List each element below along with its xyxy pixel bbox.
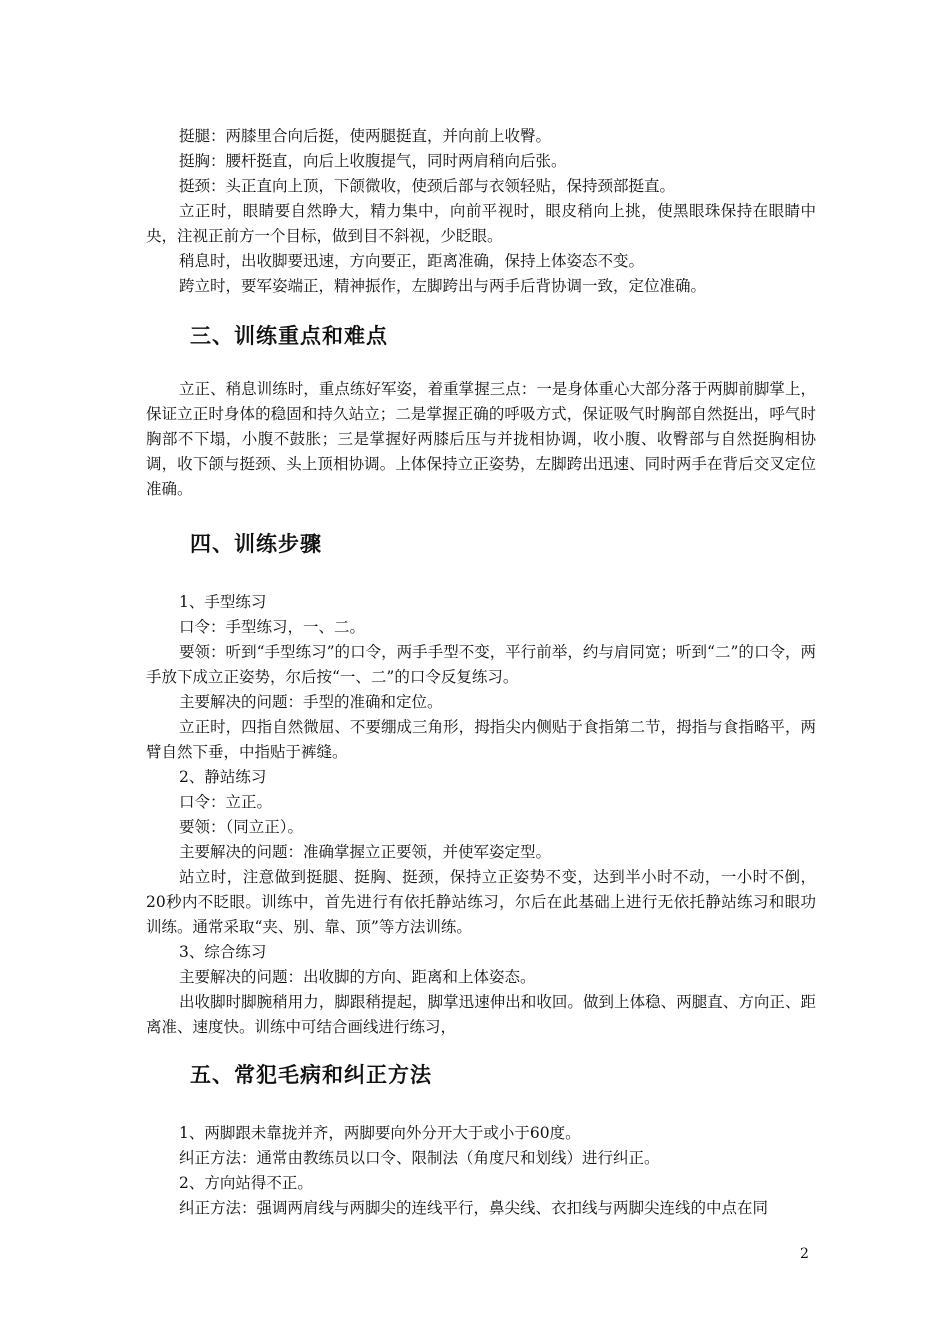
paragraph-command-hand: 口令：手型练习，一、二。 [179,618,366,636]
paragraph-chest: 挺胸：腰杆挺直，向后上收腹提气，同时两肩稍向后张。 [179,152,567,170]
paragraph-essentials-static: 要领：（同立正）。 [179,818,304,836]
paragraph-neck: 挺颈：头正直向上顶，下颌微收，使颈后部与衣领轻贴，保持颈部挺直。 [179,177,676,195]
paragraph-problem-static: 主要解决的问题：准确掌握立正要领，并使军姿定型。 [179,843,552,861]
paragraph-problem-hand: 主要解决的问题：手型的准确和定位。 [179,693,443,711]
step-title-hand-shape: 1、手型练习 [179,593,267,611]
paragraph-parade-rest: 跨立时，要军姿端正，精神振作，左脚跨出与两手后背协调一致，定位准确。 [179,277,707,295]
paragraph-problem-comprehensive: 主要解决的问题：出收脚的方向、距离和上体姿态。 [179,968,536,986]
paragraph-key-points: 立正、稍息训练时，重点练好军姿，着重掌握三点：一是身体重心大部分落于两脚前脚掌上，保证立正时身体的稳固和持久站立；二是掌握正确的呼吸方式，保证吸气时胸部自然挺出，呼气时胸部不下塌，小腹不鼓胀；三是掌握好两膝后压与并拢相协调，收小腹、收臀部与自然挺胸相协调，收下颌与挺颈、头上顶相协调。上体保持立正姿势，左脚跨出迅速、同时两手在背后交叉定位准确。 [146,380,816,498]
error-item-1: 1、两脚跟未靠拢并齐，两脚要向外分开大于或小于60度。 [179,1124,581,1142]
paragraph-command-static: 口令：立正。 [179,793,273,811]
paragraph-hand-detail: 立正时，四指自然微屈、不要绷成三角形，拇指尖内侧贴于食指第二节，拇指与食指略平，两臂自然下垂，中指贴于裤缝。 [146,718,816,761]
section-heading-key-points: 三、训练重点和难点 [190,324,388,348]
paragraph-leg: 挺腿：两膝里合向后挺，使两腿挺直，并向前上收臀。 [179,127,552,145]
correction-method-1: 纠正方法：通常由教练员以口令、限制法（角度尺和划线）进行纠正。 [179,1149,660,1167]
correction-method-2: 纠正方法：强调两肩线与两脚尖的连线平行，鼻尖线、衣扣线与两脚尖连线的中点在同 [179,1199,769,1217]
section-heading-training-steps: 四、训练步骤 [190,532,322,556]
error-item-2: 2、方向站得不正。 [179,1174,313,1192]
step-title-comprehensive: 3、综合练习 [179,943,267,961]
paragraph-static-detail: 站立时，注意做到挺腿、挺胸、挺颈，保持立正姿势不变，达到半小时不动，一小时不倒，20秒内不眨眼。训练中，首先进行有依托静站练习，尔后在此基础上进行无依托静站练习和眼功训练。通常采取“夹、别、靠、顶”等方法训练。 [146,868,816,936]
step-title-static-standing: 2、静站练习 [179,768,267,786]
paragraph-comprehensive-detail: 出收脚时脚腕稍用力，脚跟稍提起，脚掌迅速伸出和收回。做到上体稳、两腿直、方向正、距离准、速度快。训练中可结合画线进行练习， [146,993,816,1036]
section-heading-common-errors: 五、常犯毛病和纠正方法 [190,1063,432,1087]
paragraph-at-ease: 稍息时，出收脚要迅速，方向要正，距离准确，保持上体姿态不变。 [179,252,645,270]
paragraph-essentials-hand: 要领：听到“手型练习”的口令，两手手型不变，平行前举，约与肩同宽；听到“二”的口令，两手放下成立正姿势，尔后按“一、二”的口令反复练习。 [146,643,816,686]
page-number: 2 [800,1246,809,1262]
paragraph-eyes: 立正时，眼睛要自然睁大，精力集中，向前平视时，眼皮稍向上挑，使黑眼珠保持在眼睛中央，注视正前方一个目标，做到目不斜视，少眨眼。 [146,202,816,245]
